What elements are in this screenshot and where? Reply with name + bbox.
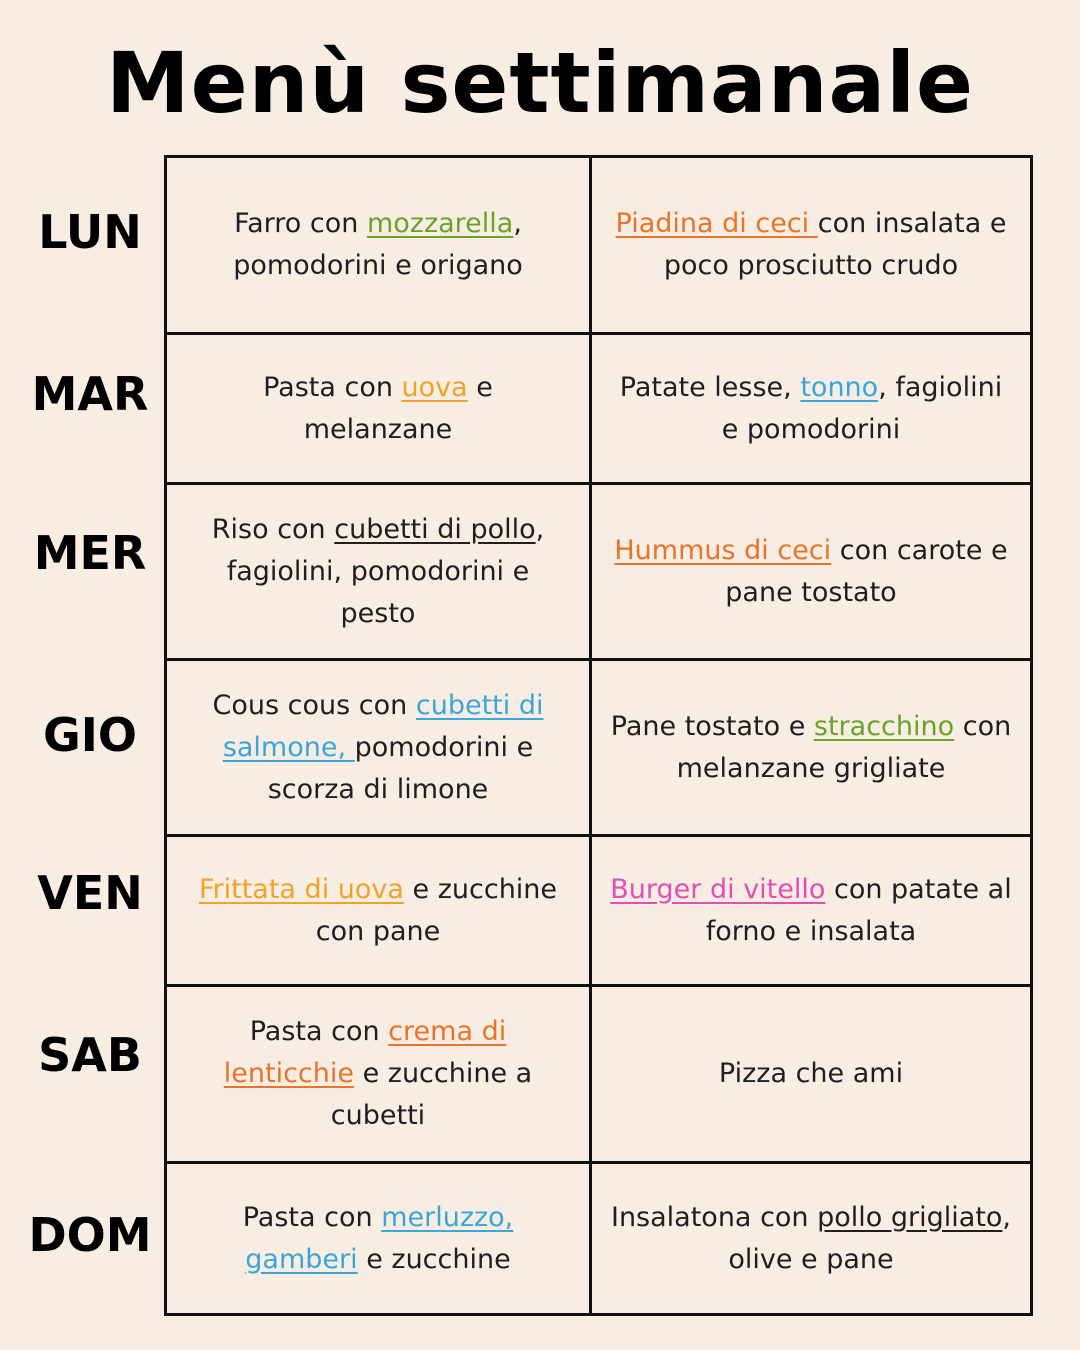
lunch-cell: Riso con cubetti di pollo, fagiolini, pomodorini e pesto xyxy=(166,484,591,660)
dinner-cell: Insalatona con pollo grigliato, olive e pane xyxy=(591,1163,1032,1315)
menu-table xyxy=(164,155,1033,1316)
ingredient-link[interactable]: tonno xyxy=(800,371,879,403)
dinner-cell: Burger di vitello con patate al forno e insalata xyxy=(591,836,1032,986)
day-label-mer: MER xyxy=(33,526,147,580)
day-label-ven: VEN xyxy=(37,866,143,920)
ingredient-link[interactable]: Piadina di ceci xyxy=(615,208,818,239)
day-label-gio: GIO xyxy=(43,708,137,762)
ingredient-link[interactable]: stracchino xyxy=(813,710,955,742)
page-title: Menù settimanale xyxy=(106,34,974,132)
ingredient-link[interactable]: uova xyxy=(401,371,468,403)
day-label-dom: DOM xyxy=(28,1208,152,1262)
ingredient-link[interactable]: crema di lenticchie xyxy=(223,1016,507,1089)
table-row xyxy=(166,334,1032,484)
table-row xyxy=(166,836,1032,986)
ingredient-link[interactable]: cubetti di pollo xyxy=(334,513,536,545)
dinner-cell: Hummus di ceci con carote e pane tostato xyxy=(591,484,1032,660)
day-label-mar: MAR xyxy=(31,367,149,421)
table-row xyxy=(166,484,1032,660)
ingredient-link[interactable]: cubetti di salmone, xyxy=(222,689,544,763)
ingredient-link[interactable]: merluzzo, gamberi xyxy=(245,1201,514,1275)
table-row xyxy=(166,1163,1032,1315)
lunch-cell: Pasta con uova e melanzane xyxy=(166,334,591,484)
dinner-cell: Piadina di ceci con insalata e poco prosciutto crudo xyxy=(591,157,1032,334)
table-row xyxy=(166,986,1032,1163)
dinner-cell: Pane tostato e stracchino con melanzane grigliate xyxy=(591,660,1032,836)
table-row xyxy=(166,157,1032,334)
lunch-cell: Farro con mozzarella, pomodorini e origano xyxy=(166,157,591,334)
ingredient-link[interactable]: pollo grigliato xyxy=(817,1201,1003,1233)
day-label-sab: SAB xyxy=(38,1028,142,1082)
ingredient-link[interactable]: Hummus di ceci xyxy=(614,534,832,566)
lunch-cell: Pasta con crema di lenticchie e zucchine a cubetti xyxy=(166,986,591,1163)
dinner-cell: Patate lesse, tonno, fagiolini e pomodorini xyxy=(591,334,1032,484)
ingredient-link[interactable]: Frittata di uova xyxy=(198,873,404,905)
dinner-cell: Pizza che ami xyxy=(591,986,1032,1163)
lunch-cell: Frittata di uova e zucchine con pane xyxy=(166,836,591,986)
ingredient-link[interactable]: Burger di vitello xyxy=(610,873,826,905)
lunch-cell: Cous cous con cubetti di salmone, pomodorini e scorza di limone xyxy=(166,660,591,836)
table-row xyxy=(166,660,1032,836)
day-label-lun: LUN xyxy=(38,205,142,259)
ingredient-link[interactable]: mozzarella xyxy=(366,208,514,239)
lunch-cell: Pasta con merluzzo, gamberi e zucchine xyxy=(166,1163,591,1315)
